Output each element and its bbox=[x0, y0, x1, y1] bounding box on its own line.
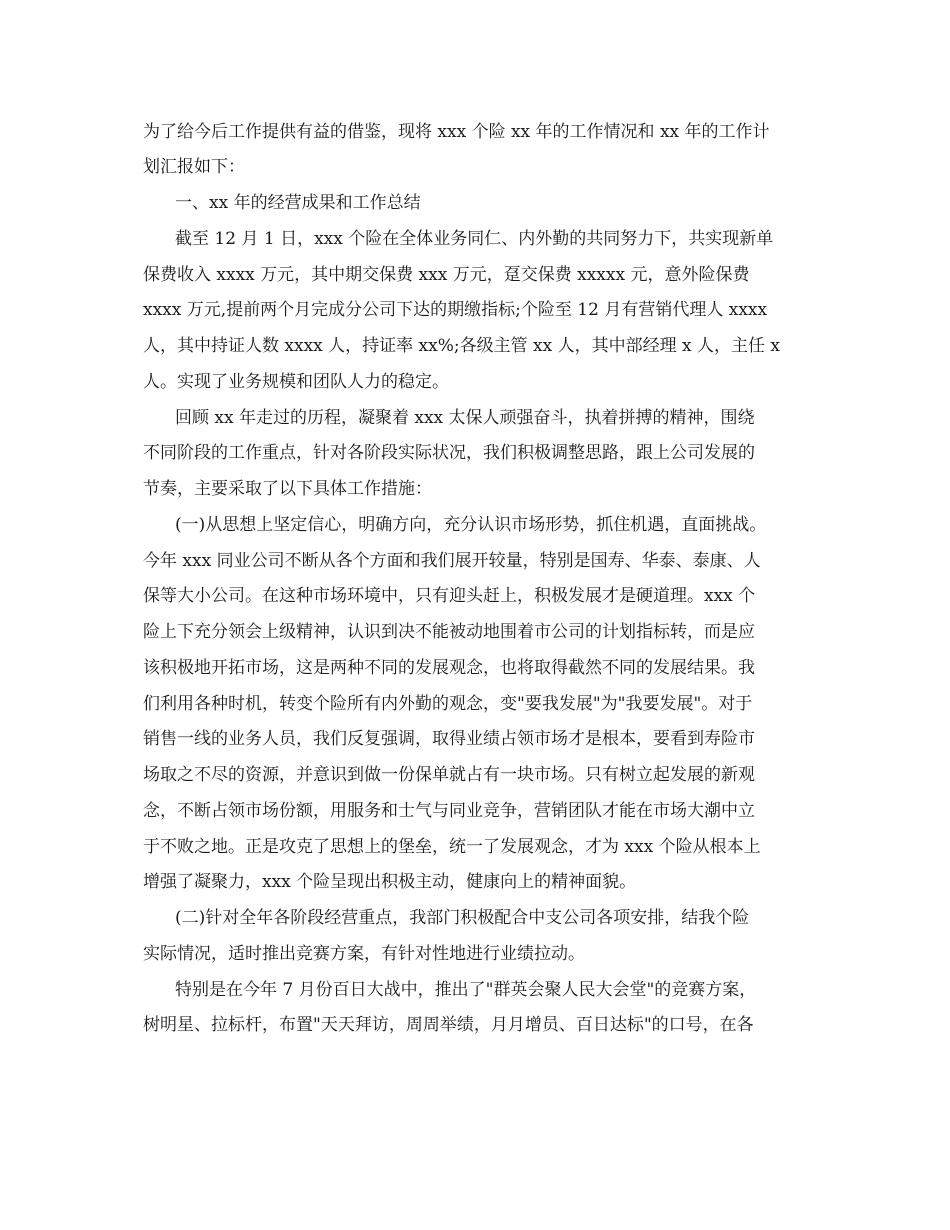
text-line: 销售一线的业务人员，我们反复强调，取得业绩占领市场才是根本，要看到寿险市 bbox=[143, 729, 755, 749]
subsection-heading: (一)从思想上坚定信心，明确方向，充分认识市场形势，抓住机遇，直面挑战。 bbox=[175, 515, 767, 535]
text-line: 增强了凝聚力，xxx 个险呈现出积极主动，健康向上的精神面貌。 bbox=[143, 872, 637, 892]
text-line: 今年 xxx 同业公司不断从各个方面和我们展开较量，特别是国寿、华泰、泰康、人 bbox=[143, 551, 761, 571]
text-line: 人。实现了业务规模和团队人力的稳定。 bbox=[143, 372, 449, 392]
text-line: 该积极地开拓市场，这是两种不同的发展观念，也将取得截然不同的发展结果。我 bbox=[143, 658, 755, 678]
text-line: 人，其中持证人数 xxxx 人，持证率 xx%;各级主管 xx 人，其中部经理 x 人，主任 x bbox=[143, 336, 780, 356]
text-line: 场取之不尽的资源，并意识到做一份保单就占有一块市场。只有树立起发展的新观 bbox=[143, 765, 755, 785]
text-line: 树明星、拉标杆，布置"天天拜访，周周举绩，月月增员、百日达标"的口号，在各 bbox=[143, 1015, 754, 1035]
text-line: 保等大小公司。在这种市场环境中，只有迎头赶上，积极发展才是硬道理。xxx 个 bbox=[143, 586, 756, 606]
text-line: 节奏，主要采取了以下具体工作措施： bbox=[143, 479, 432, 499]
text-line: 们利用各种时机，转变个险所有内外勤的观念，变"要我发展"为"我要发展"。对于 bbox=[143, 694, 753, 714]
subsection-heading: (二)针对全年各阶段经营重点，我部门积极配合中支公司各项安排，结我个险 bbox=[175, 908, 750, 928]
text-line: 实际情况，适时推出竞赛方案，有针对性地进行业绩拉动。 bbox=[143, 944, 585, 964]
text-line: 截至 12 月 1 日，xxx 个险在全体业务同仁、内外勤的共同努力下，共实现新单 bbox=[175, 229, 774, 249]
text-line: 回顾 xx 年走过的历程，凝聚着 xxx 太保人顽强奋斗，执着拼搏的精神，围绕 bbox=[175, 408, 755, 428]
section-heading: 一、xx 年的经营成果和工作总结 bbox=[175, 193, 421, 213]
text-line: xxxx 万元,提前两个月完成分公司下达的期缴指标;个险至 12 月有营销代理人 xxxx bbox=[143, 300, 768, 320]
text-line: 念，不断占领市场份额，用服务和士气与同业竞争，营销团队才能在市场大潮中立 bbox=[143, 801, 755, 821]
text-line: 特别是在今年 7 月份百日大战中，推出了"群英会聚人民大会堂"的竞赛方案， bbox=[175, 980, 757, 1000]
text-line: 划汇报如下： bbox=[143, 157, 245, 177]
text-line: 险上下充分领会上级精神，认识到决不能被动地围着市公司的计划指标转，而是应 bbox=[143, 622, 755, 642]
text-line: 不同阶段的工作重点，针对各阶段实际状况，我们积极调整思路，跟上公司发展的 bbox=[143, 443, 755, 463]
text-line: 为了给今后工作提供有益的借鉴，现将 xxx 个险 xx 年的工作情况和 xx 年的工作计 bbox=[143, 122, 770, 142]
text-line: 于不败之地。正是攻克了思想上的堡垒，统一了发展观念，才为 xxx 个险从根本上 bbox=[143, 837, 761, 857]
text-line: 保费收入 xxxx 万元，其中期交保费 xxx 万元，趸交保费 xxxxx 元，意外险保费 bbox=[143, 265, 750, 285]
